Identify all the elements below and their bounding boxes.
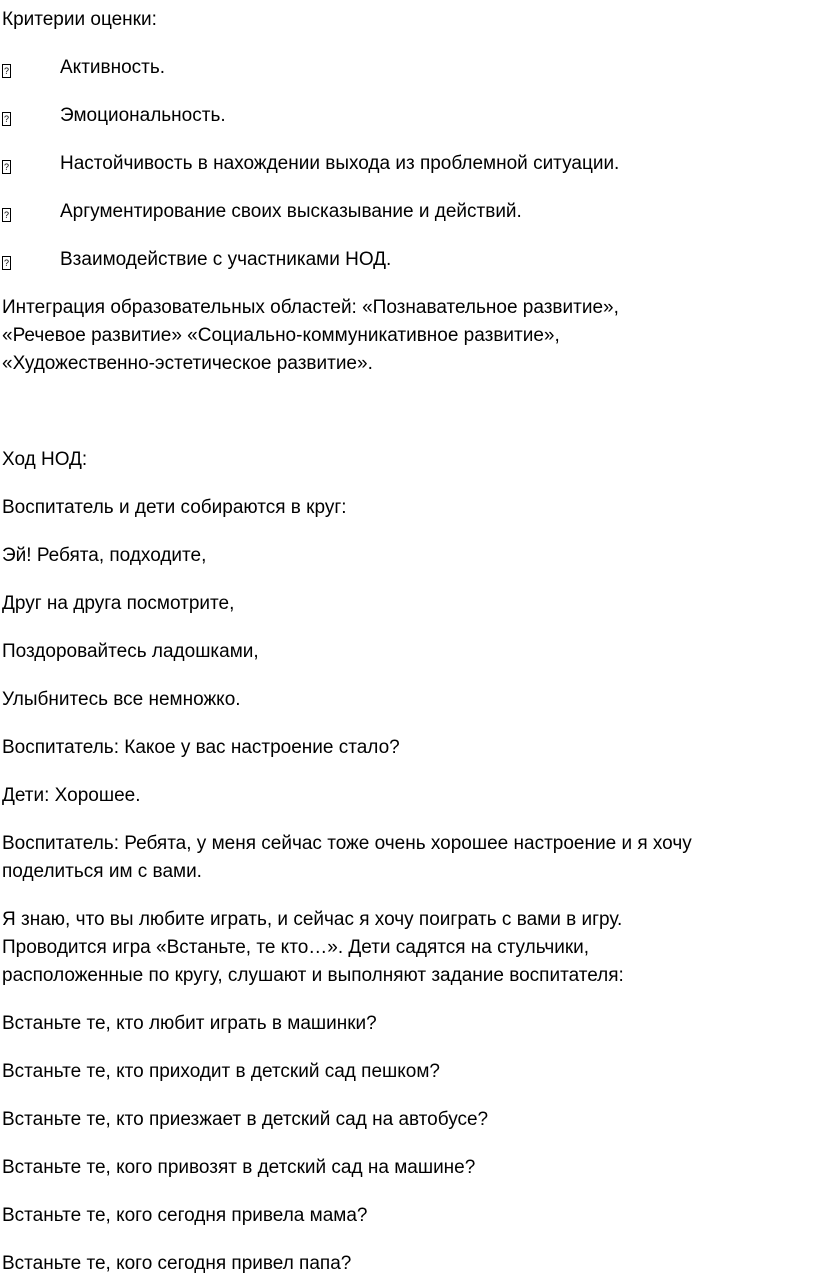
integration-line: «Художественно-эстетическое развитие». (2, 353, 373, 374)
criteria-item (2, 198, 810, 226)
game-intro-line: Проводится игра «Встаньте, те кто…». Дети садятся на стульчики, (2, 937, 590, 958)
criteria-item-text: Настойчивость в нахождении выхода из проблемной ситуации. (60, 153, 620, 174)
game-intro-paragraph (2, 906, 810, 990)
criteria-title: Критерии оценки: (2, 9, 157, 30)
game-question: Встаньте те, кто приезжает в детский сад на автобусе? (2, 1109, 489, 1130)
missing-glyph-icon: ? (3, 66, 9, 76)
game-intro-line: Я знаю, что вы любите играть, и сейчас я хочу поиграть с вами в игру. (2, 909, 623, 930)
missing-glyph-icon: ? (3, 114, 9, 124)
missing-glyph-icon: ? (3, 162, 9, 172)
criteria-item (2, 150, 810, 178)
integration-paragraph (2, 294, 810, 378)
game-question: Встаньте те, кого привозят в детский сад на машине? (2, 1157, 476, 1178)
poem-line: Друг на друга посмотрите, (2, 593, 235, 614)
poem-line: Улыбнитесь все немножко. (2, 689, 241, 710)
blank-line (2, 378, 810, 426)
criteria-item (2, 246, 810, 274)
criteria-item-text: Аргументирование своих высказывание и действий. (60, 201, 522, 222)
missing-glyph-icon: ? (3, 258, 9, 268)
integration-line: «Речевое развитие» «Социально-коммуникативное развитие», (2, 325, 560, 346)
game-question: Встаньте те, кого сегодня привела мама? (2, 1205, 368, 1226)
game-question: Встаньте те, кого сегодня привел папа? (2, 1253, 352, 1274)
poem-line: Эй! Ребята, подходите, (2, 545, 207, 566)
integration-line: Интеграция образовательных областей: «Познавательное развитие», (2, 297, 619, 318)
game-question: Встаньте те, кто любит играть в машинки? (2, 1013, 377, 1034)
criteria-item-text: Активность. (60, 57, 166, 78)
poem-line: Поздоровайтесь ладошками, (2, 641, 259, 662)
game-question: Встаньте те, кто приходит в детский сад пешком? (2, 1061, 440, 1082)
criteria-item-text: Эмоциональность. (60, 105, 226, 126)
course-intro: Воспитатель и дети собираются в круг: (2, 497, 347, 518)
course-title: Ход НОД: (2, 449, 88, 470)
game-intro-line: расположенные по кругу, слушают и выполняют задание воспитателя: (2, 965, 624, 986)
children-answer: Дети: Хорошее. (2, 785, 141, 806)
criteria-item (2, 102, 810, 130)
missing-glyph-icon: ? (3, 210, 9, 220)
criteria-item (2, 54, 810, 82)
teacher-question: Воспитатель: Какое у вас настроение стало? (2, 737, 400, 758)
teacher-line: Воспитатель: Ребята, у меня сейчас тоже очень хорошее настроение и я хочу (2, 833, 692, 854)
teacher-line: поделиться им с вами. (2, 861, 202, 882)
teacher-paragraph (2, 830, 810, 886)
criteria-item-text: Взаимодействие с участниками НОД. (60, 249, 392, 270)
